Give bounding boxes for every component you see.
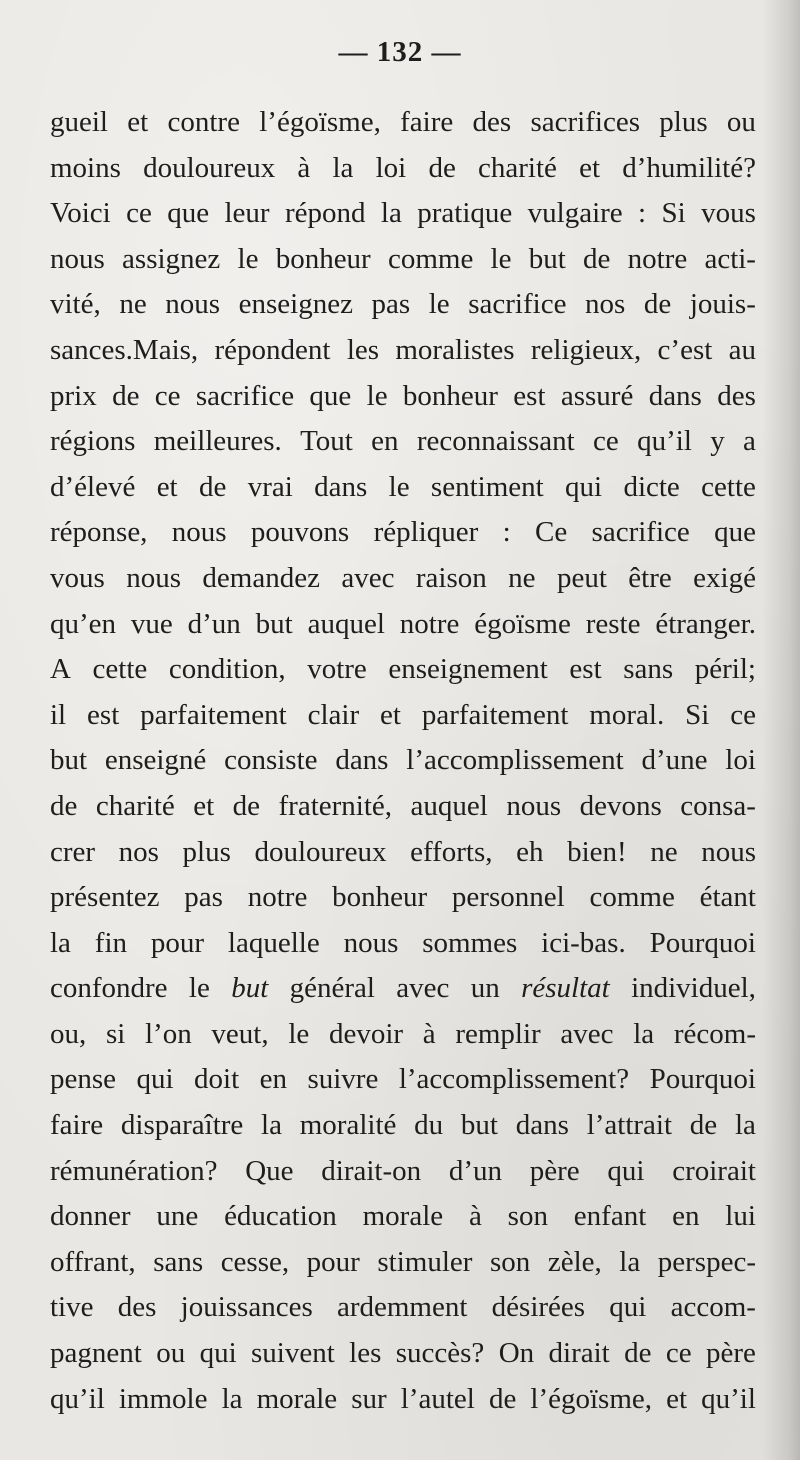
word: comme	[387, 242, 474, 275]
word: le	[237, 242, 259, 275]
word: fraternité,	[278, 789, 393, 822]
word: acti-	[704, 242, 756, 275]
text-line	[50, 237, 756, 283]
word: être	[628, 561, 672, 594]
word: répondent	[214, 333, 331, 366]
word: pour	[150, 926, 205, 959]
word: ardemment	[336, 1291, 468, 1324]
word: nous	[171, 516, 227, 549]
word: crer	[50, 835, 96, 868]
word: nos	[585, 288, 626, 321]
word: cesse,	[220, 1245, 290, 1278]
word: est	[569, 653, 602, 686]
word: nous	[506, 789, 562, 822]
word: ce	[126, 197, 152, 230]
word: ce	[593, 425, 619, 458]
word: de	[643, 288, 672, 321]
word: bonheur	[332, 881, 428, 914]
word: parfaitement	[421, 698, 569, 731]
word: assignez	[122, 242, 221, 275]
word: qui	[199, 1337, 237, 1370]
word: répliquer	[373, 516, 479, 549]
word: dirait	[548, 1337, 610, 1370]
word: la	[734, 1109, 756, 1142]
word: et	[127, 106, 149, 138]
word: la	[261, 1109, 282, 1142]
word: Pourquoi	[649, 1063, 756, 1096]
word: de	[583, 242, 611, 275]
word: douloureux	[143, 151, 276, 184]
word: bonheur	[402, 379, 498, 412]
word: condition,	[168, 653, 286, 686]
word: ce	[665, 1337, 692, 1370]
word: père	[705, 1337, 756, 1370]
word: sur	[351, 1382, 387, 1415]
word: ce	[730, 698, 756, 731]
word: vous	[50, 561, 105, 594]
word: cette	[92, 653, 148, 686]
word: charité	[478, 151, 557, 184]
word: et	[666, 1382, 688, 1415]
word: la	[221, 1382, 243, 1415]
word: père	[529, 1154, 580, 1187]
word: la	[380, 197, 402, 230]
word: bonheur	[275, 242, 371, 275]
word: peut	[556, 561, 607, 594]
word: vité,	[50, 288, 101, 321]
word: a	[743, 425, 756, 458]
word: général	[289, 972, 375, 1005]
word: enseignez	[238, 288, 353, 321]
word: douloureux	[254, 835, 387, 868]
word: suivent	[251, 1337, 335, 1370]
word: de	[112, 379, 140, 412]
word: l’attrait	[586, 1109, 673, 1142]
word: récom-	[673, 1017, 756, 1050]
word: et	[156, 470, 178, 503]
word: efforts,	[410, 835, 493, 868]
word: ne	[650, 835, 678, 868]
word: les	[346, 333, 380, 366]
word: raison	[415, 561, 487, 594]
word: croirait	[672, 1154, 756, 1187]
word: eh	[516, 835, 544, 868]
word: son	[507, 1200, 548, 1233]
word: qui	[136, 1063, 174, 1096]
word: notre	[399, 607, 460, 640]
word: l’égoïsme,	[530, 1382, 653, 1415]
word: si	[105, 1017, 126, 1050]
word: il	[50, 698, 67, 731]
word: est	[513, 379, 546, 412]
word: pour	[306, 1245, 360, 1278]
word: ou,	[50, 1017, 87, 1050]
word: est	[87, 698, 120, 731]
word: qu’il	[50, 1382, 105, 1415]
text-line	[50, 419, 756, 465]
word: le	[188, 972, 210, 1005]
word: charité	[95, 789, 175, 822]
text-line	[50, 374, 756, 420]
word: plus	[182, 835, 231, 868]
word: nous	[701, 835, 756, 868]
word: dans	[515, 1109, 569, 1142]
word: but	[255, 607, 293, 640]
word: le	[366, 379, 388, 412]
word: morale	[256, 1382, 338, 1415]
word: les	[349, 1337, 382, 1370]
word: doit	[194, 1063, 240, 1096]
word: votre	[307, 653, 367, 686]
word: dans	[314, 470, 368, 503]
word: consa-	[680, 789, 756, 822]
word: ou	[726, 106, 756, 138]
word: moins	[50, 151, 121, 184]
word: Que	[245, 1154, 294, 1187]
word	[521, 966, 610, 1012]
word: pas	[371, 288, 411, 321]
word: d’un	[448, 1154, 503, 1187]
word: dicte	[623, 470, 680, 503]
italic-word: but	[231, 972, 269, 1005]
word: et	[380, 698, 401, 731]
word: sentiment	[430, 470, 544, 503]
word: qui	[609, 1291, 647, 1324]
text-line	[50, 830, 756, 876]
word: ce	[154, 379, 181, 412]
word: le	[388, 470, 410, 503]
word: devons	[579, 789, 662, 822]
text-line	[50, 328, 756, 374]
word: faire	[400, 106, 454, 138]
word: but	[50, 744, 88, 777]
word: ne	[119, 288, 147, 321]
word: confondre	[50, 972, 168, 1005]
word: pense	[50, 1063, 117, 1096]
text-line	[50, 875, 756, 921]
text-line	[50, 556, 756, 602]
word: avec	[341, 561, 395, 594]
word: personnel	[451, 881, 565, 914]
word: qu’il	[701, 1382, 756, 1415]
word: d’une	[641, 744, 708, 777]
word: Si	[685, 698, 710, 731]
word: le	[428, 288, 450, 321]
word: veut,	[211, 1017, 269, 1050]
text-line	[50, 1240, 756, 1286]
word: Tout	[300, 425, 353, 458]
word: loi	[375, 151, 407, 184]
word: :	[638, 197, 647, 230]
word: sans	[153, 1245, 204, 1278]
text-line	[50, 282, 756, 328]
word: faire	[50, 1109, 104, 1142]
word: accom-	[670, 1291, 756, 1324]
word: Voici	[50, 197, 111, 230]
text-line	[50, 465, 756, 511]
word: moral.	[589, 698, 665, 731]
word: présentez	[50, 881, 160, 914]
word: avec	[560, 1017, 614, 1050]
word: réponse,	[50, 516, 148, 549]
word: ne	[508, 561, 536, 594]
word: but	[460, 1109, 498, 1142]
text-line	[50, 1057, 756, 1103]
text-line	[50, 1012, 756, 1058]
word: Si	[661, 197, 686, 230]
text-line	[50, 1377, 756, 1423]
word: nous	[165, 288, 221, 321]
word: vous	[701, 197, 756, 230]
word: une	[156, 1200, 199, 1233]
word: d’élevé	[50, 470, 136, 503]
word: des	[117, 1291, 157, 1324]
text-line	[50, 1331, 756, 1377]
text-line	[50, 510, 756, 556]
text-line	[50, 1285, 756, 1331]
word: enfant	[573, 1200, 647, 1233]
word: des	[472, 106, 512, 138]
word: de	[689, 1109, 718, 1142]
word: son	[489, 1245, 531, 1278]
text-line	[50, 784, 756, 830]
word: au	[728, 333, 756, 366]
word: de	[488, 1382, 517, 1415]
word: nous	[126, 561, 181, 594]
word: y	[710, 425, 725, 458]
word: laquelle	[227, 926, 320, 959]
word: prix	[50, 379, 97, 412]
word: sances.Mais,	[50, 333, 199, 366]
word: de	[198, 470, 227, 503]
word: auquel	[307, 607, 385, 640]
word: à	[468, 1200, 482, 1233]
word: vrai	[247, 470, 293, 503]
word: pouvons	[250, 516, 350, 549]
word: :	[502, 516, 511, 549]
word: c’est	[657, 333, 713, 366]
word: la	[332, 151, 354, 184]
word	[231, 966, 268, 1012]
word: sacrifice	[195, 379, 295, 412]
word: plus	[659, 106, 708, 138]
text-line	[50, 100, 756, 146]
word: pas	[184, 881, 223, 914]
word: contre	[167, 106, 240, 138]
word: l’égoïsme,	[259, 106, 381, 138]
word: vulgaire	[527, 197, 623, 230]
word: rémunération?	[50, 1154, 218, 1187]
word: Pourquoi	[649, 926, 756, 959]
word: pagnent	[50, 1337, 142, 1370]
text-line	[50, 1149, 756, 1195]
word: enseignement	[388, 653, 548, 686]
word: meilleures.	[153, 425, 282, 458]
word: consiste	[224, 744, 318, 777]
word: disparaître	[120, 1109, 244, 1142]
word: égoïsme	[474, 607, 571, 640]
text-line	[50, 921, 756, 967]
word: assuré	[560, 379, 634, 412]
word: que	[714, 516, 756, 549]
word: le	[288, 1017, 310, 1050]
word: de	[624, 1337, 652, 1370]
word: à	[422, 1017, 436, 1050]
word: la	[50, 926, 71, 959]
word: qu’il	[637, 425, 692, 458]
word: sacrifice	[591, 516, 690, 549]
word: étranger.	[655, 607, 756, 640]
word: qui	[565, 470, 603, 503]
word: répond	[284, 197, 366, 230]
word: On	[498, 1337, 535, 1370]
word: que	[167, 197, 210, 230]
word: de	[232, 789, 261, 822]
word: nous	[50, 242, 105, 275]
text-line	[50, 647, 756, 693]
word: pratique	[417, 197, 513, 230]
word: suivre	[307, 1063, 379, 1096]
word: exigé	[693, 561, 756, 594]
word: d’un	[187, 607, 241, 640]
word: péril;	[694, 653, 756, 686]
word: individuel,	[631, 972, 756, 1005]
word: en	[259, 1063, 287, 1096]
word: bien!	[567, 835, 627, 868]
word: sacrifice	[468, 288, 567, 321]
word: reste	[585, 607, 641, 640]
word: qu’en	[50, 607, 117, 640]
word: l’autel	[400, 1382, 475, 1415]
word: d’humilité?	[622, 151, 756, 184]
text-line	[50, 191, 756, 237]
italic-word: résultat	[521, 972, 610, 1005]
word: notre	[627, 242, 688, 275]
text-line	[50, 966, 756, 1012]
word: dirait-on	[321, 1154, 422, 1187]
word: sans	[623, 653, 674, 686]
word: donner	[50, 1200, 131, 1233]
word: fin	[94, 926, 128, 959]
word: succès?	[395, 1337, 485, 1370]
word: ou	[156, 1337, 186, 1370]
word: demandez	[202, 561, 320, 594]
word: cette	[701, 470, 756, 503]
word: des	[717, 379, 756, 412]
text-line	[50, 146, 756, 192]
word: moralité	[299, 1109, 397, 1142]
word: remplir	[455, 1017, 541, 1050]
word: clair	[307, 698, 360, 731]
word: comme	[589, 881, 675, 914]
word: stimuler	[377, 1245, 473, 1278]
word: en	[672, 1200, 700, 1233]
word: religieux,	[530, 333, 642, 366]
word: parfaitement	[140, 698, 287, 731]
word: tive	[50, 1291, 94, 1324]
word: lui	[725, 1200, 756, 1233]
word: loi	[725, 744, 756, 777]
word: devoir	[328, 1017, 404, 1050]
word: nos	[118, 835, 159, 868]
word: notre	[247, 881, 308, 914]
text-line	[50, 1103, 756, 1149]
text-line	[50, 738, 756, 784]
page-number: — 132 —	[338, 36, 462, 68]
word: désirées	[491, 1291, 586, 1324]
word: la	[619, 1245, 641, 1278]
word: un	[470, 972, 500, 1005]
word: à	[297, 151, 311, 184]
word: ici-bas.	[541, 926, 626, 959]
word: éducation	[224, 1200, 337, 1233]
word: moralistes	[395, 333, 515, 366]
word: sommes	[422, 926, 518, 959]
word: gueil	[50, 106, 108, 138]
word: qui	[607, 1154, 645, 1187]
word: en	[371, 425, 399, 458]
word: reconnaissant	[416, 425, 575, 458]
word: l’accomplissement?	[398, 1063, 630, 1096]
word: jouis-	[689, 288, 756, 321]
word: nous	[343, 926, 399, 959]
word: de	[428, 151, 456, 184]
text-line	[50, 1194, 756, 1240]
word: A	[50, 653, 71, 686]
word: le	[490, 242, 512, 275]
word: offrant,	[50, 1245, 136, 1278]
text-line	[50, 693, 756, 739]
word: jouissances	[180, 1291, 313, 1324]
word: que	[309, 379, 352, 412]
word: dans	[335, 744, 389, 777]
word: l’on	[145, 1017, 192, 1050]
word: sacrifices	[530, 106, 640, 138]
text-line	[50, 602, 756, 648]
word: Ce	[534, 516, 568, 549]
word: de	[50, 789, 78, 822]
word: auquel	[410, 789, 488, 822]
word: vue	[130, 607, 173, 640]
word: but	[528, 242, 566, 275]
word: étant	[699, 881, 756, 914]
word: immole	[118, 1382, 208, 1415]
word: régions	[50, 425, 136, 458]
word: avec	[396, 972, 450, 1005]
word: leur	[224, 197, 270, 230]
word: perspec-	[657, 1245, 756, 1278]
word: et	[193, 789, 215, 822]
word: du	[414, 1109, 444, 1142]
word: et	[579, 151, 601, 184]
word: enseigné	[104, 744, 207, 777]
word: la	[633, 1017, 655, 1050]
word: l’accomplissement	[406, 744, 624, 777]
body-text	[50, 100, 756, 1422]
word: dans	[648, 379, 702, 412]
word: morale	[362, 1200, 444, 1233]
word: zèle,	[547, 1245, 602, 1278]
